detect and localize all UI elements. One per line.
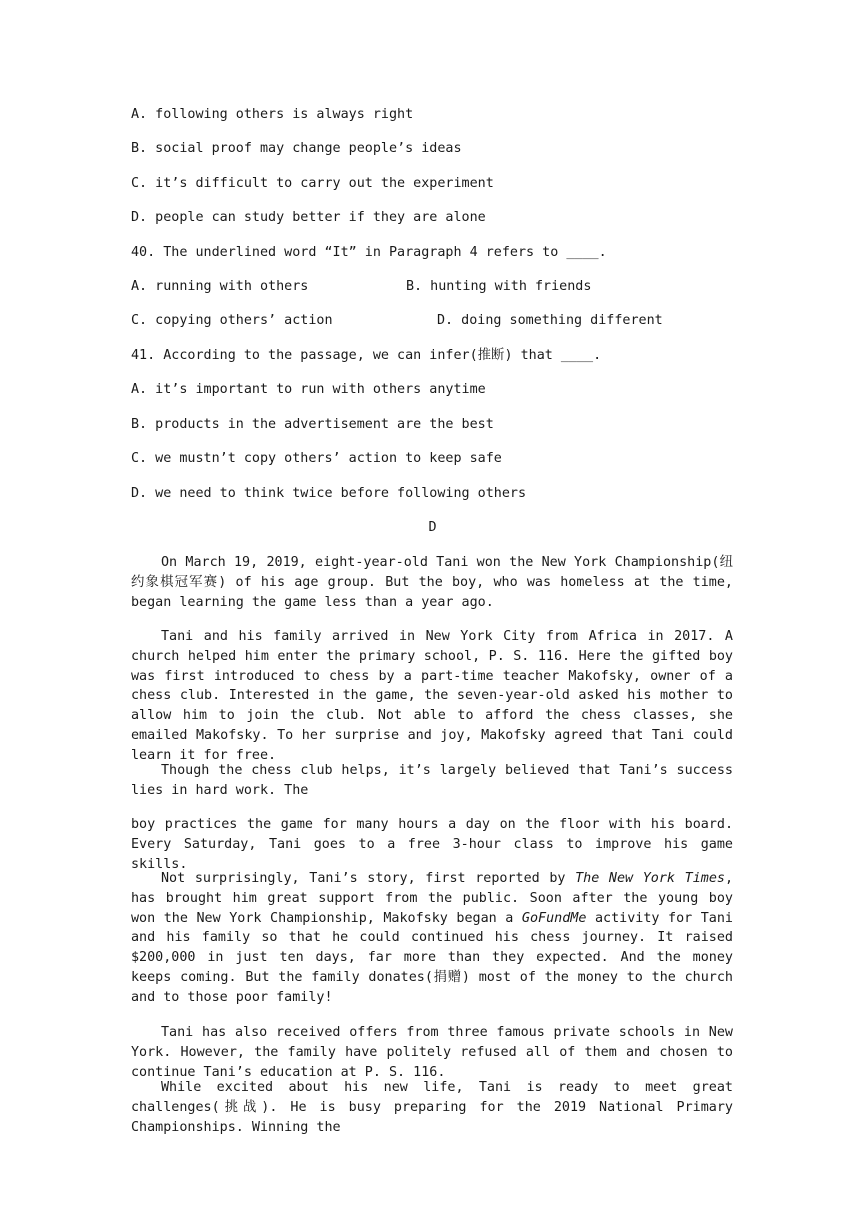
q41-option-a: A. it’s important to run with others anytime [131, 382, 486, 397]
passage-paragraph-6: While excited about his new life, Tani is ready to meet great challenges(挑战). He is busy preparing for the 2019 National Primary Championships. Winning the [131, 1080, 733, 1135]
q40-option-d: D. doing something different [437, 313, 663, 328]
p4-text-a: Not surprisingly, Tani’s story, first reported by [161, 871, 576, 886]
q39-option-a: A. following others is always right [131, 107, 414, 122]
passage-paragraph-4 [131, 869, 733, 1008]
passage-paragraph-3-continued: boy practices the game for many hours a day on the floor with his board. Every Saturday, Tani goes to a free 3-hour class to improve his game skills. [131, 817, 733, 872]
q41-stem: 41. According to the passage, we can infer(推断) that ____. [131, 348, 602, 363]
q39-option-b: B. social proof may change people’s ideas [131, 141, 462, 156]
passage-paragraph-2: Tani and his family arrived in New York City from Africa in 2017. A church helped him enter the primary school, P. S. 116. Here the gifted boy was first introduced to chess by a part-time teacher Makofsky, owner of a chess club. Interested in the game, the seven-year-old asked his mother to allow him to join the club. Not able to afford the chess classes, she emailed Makofsky. To her surprise and joy, Makofsky agreed that Tani could learn it for free. [131, 629, 733, 763]
q40-option-a: A. running with others [131, 279, 309, 294]
passage-paragraph-1: On March 19, 2019, eight-year-old Tani won the New York Championship(纽约象棋冠军赛) of his age group. But the boy, who was homeless at the time, began learning the game less than a year ago. [131, 555, 733, 610]
passage-paragraph-5: Tani has also received offers from three famous private schools in New York. However, the family have politely refused all of them and chosen to continue Tani’s education at P. S. 116. [131, 1025, 733, 1080]
passage-paragraph-3: Though the chess club helps, it’s largely believed that Tani’s success lies in hard work. The [131, 763, 733, 798]
section-heading: D [428, 520, 437, 535]
fundraiser-name: GoFundMe [521, 910, 587, 926]
q41-option-d: D. we need to think twice before following others [131, 486, 527, 501]
q39-option-d: D. people can study better if they are alone [131, 210, 486, 225]
newspaper-title: The New York Times [575, 871, 725, 886]
p4-text-b: , has brought him great support from the public. Soon after the young boy won the New York Championship, Makofsky began a [131, 871, 734, 926]
q40-stem: 40. The underlined word “It” in Paragraph 4 refers to ____. [131, 245, 607, 260]
q39-option-c: C. it’s difficult to carry out the experiment [131, 176, 494, 191]
q41-option-b: B. products in the advertisement are the best [131, 417, 494, 432]
q40-option-c: C. copying others’ action [131, 313, 333, 328]
p4-text-c: activity for Tani and his family so that he could continued his chess journey. It raised $200,000 in just ten days, far more than they expected. And the money keeps coming. But the family donates(捐赠) most of the money to the church and to those poor family! [131, 910, 733, 1005]
q40-option-b: B. hunting with friends [406, 279, 592, 294]
q41-option-c: C. we mustn’t copy others’ action to keep safe [131, 451, 502, 466]
